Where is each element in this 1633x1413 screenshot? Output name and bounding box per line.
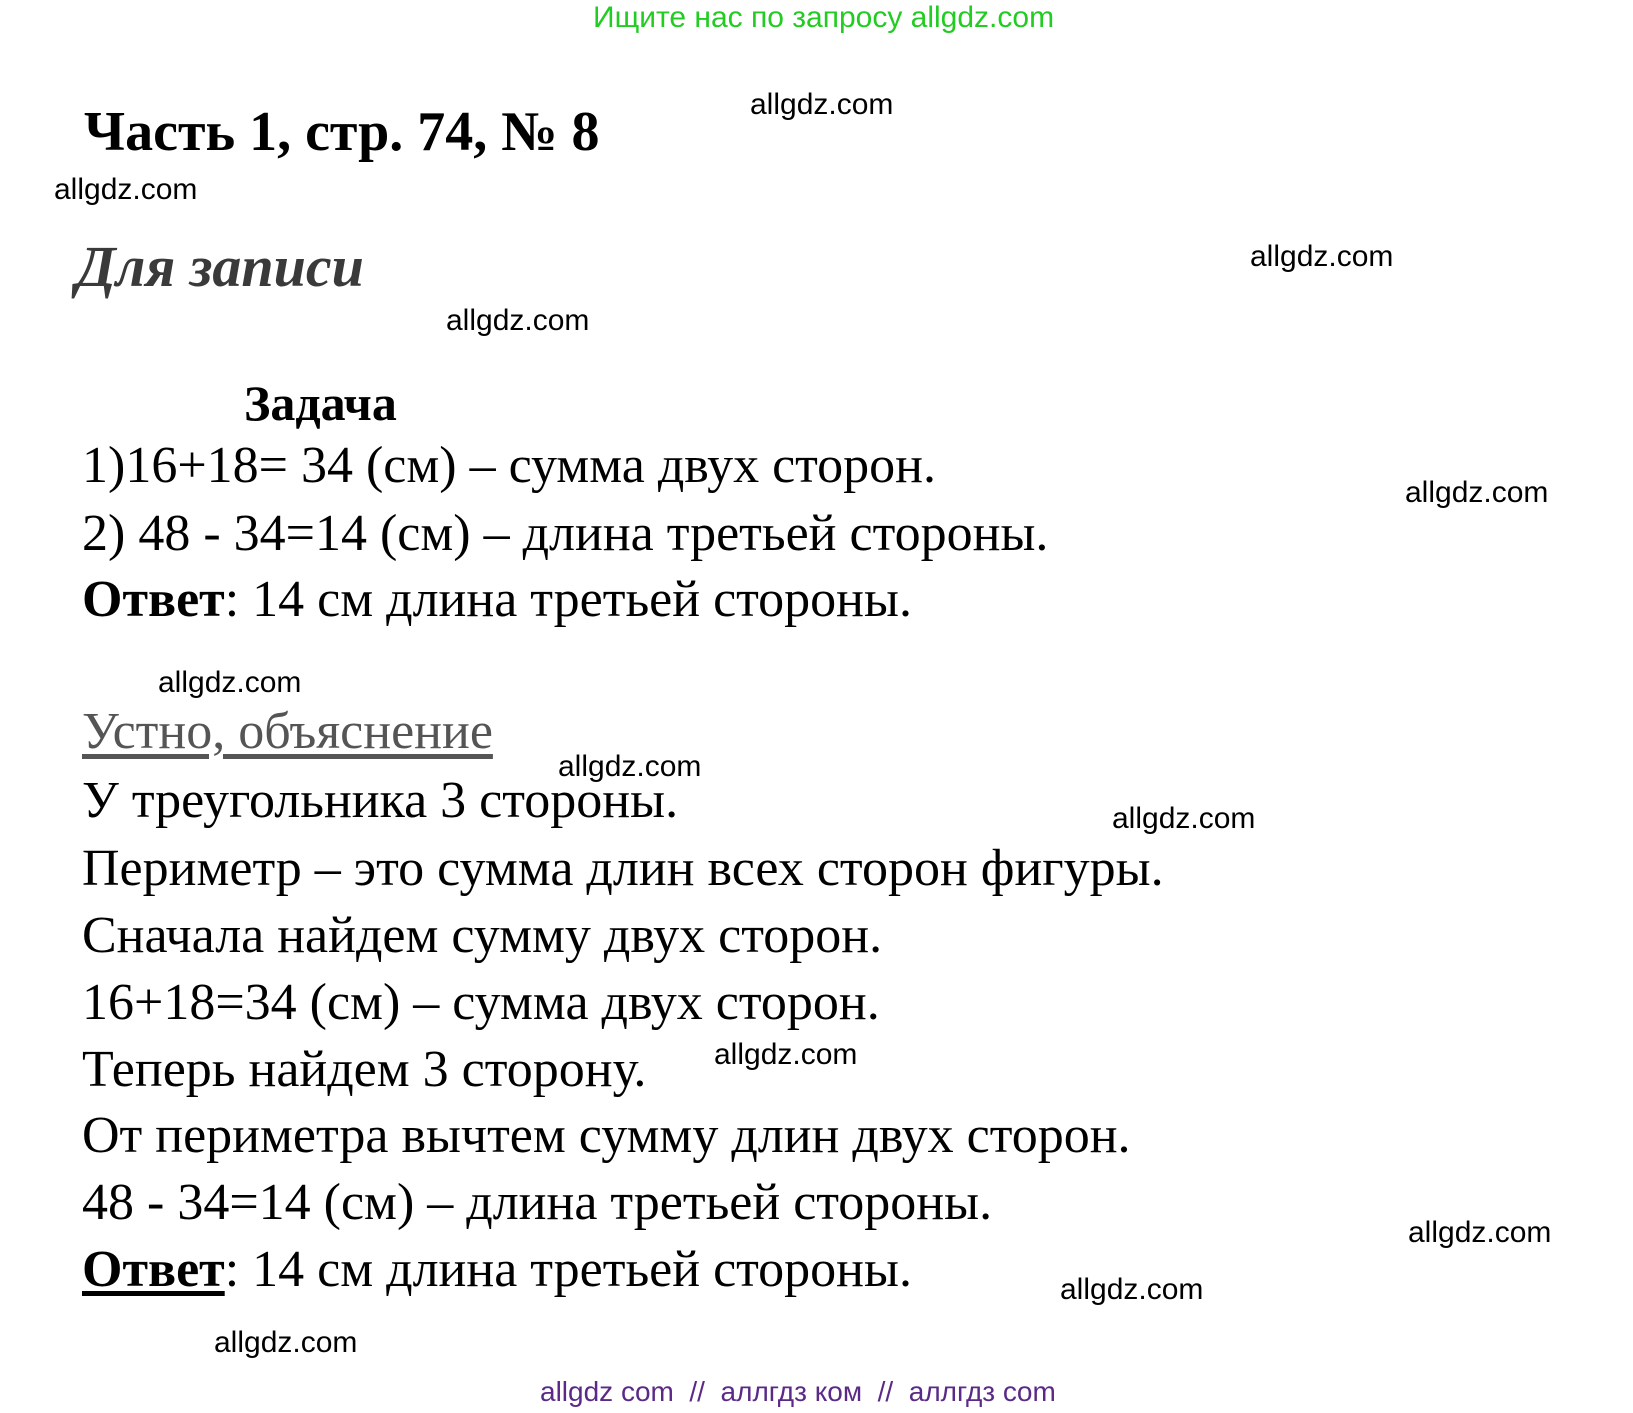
solution-line-2: 2) 48 - 34=14 (см) – длина третьей стороны. — [82, 505, 1049, 562]
answer-text: : 14 см длина третьей стороны. — [224, 1241, 912, 1298]
explanation-line-4: 16+18=34 (см) – сумма двух сторон. — [82, 974, 880, 1031]
top-banner: Ищите нас по запросу allgdz.com — [593, 1, 1055, 34]
explanation-line-2: Периметр – это сумма длин всех сторон фигуры. — [82, 840, 1164, 897]
watermark: allgdz.com — [1250, 240, 1394, 273]
answer-label: Ответ — [82, 1241, 225, 1298]
watermark: allgdz.com — [214, 1326, 358, 1359]
explanation-answer — [82, 1241, 912, 1298]
page-title: Часть 1, стр. 74, № 8 — [84, 101, 600, 163]
watermark: allgdz.com — [1408, 1216, 1552, 1249]
watermark: allgdz.com — [714, 1038, 858, 1071]
oral-heading: Устно, объяснение — [82, 703, 493, 760]
task-heading: Задача — [244, 375, 397, 431]
solution-line-1: 1)16+18= 34 (см) – сумма двух сторон. — [82, 437, 937, 494]
answer-label: Ответ — [82, 571, 225, 628]
footer-link-2: аллгдз ком — [720, 1376, 863, 1407]
footer-link-3: аллгдз com — [908, 1376, 1056, 1407]
explanation-line-5: Теперь найдем 3 сторону. — [82, 1041, 647, 1098]
watermark: allgdz.com — [54, 173, 198, 206]
answer-text: : 14 см длина третьей стороны. — [224, 571, 912, 628]
watermark: allgdz.com — [750, 88, 894, 121]
watermark: allgdz.com — [1405, 476, 1549, 509]
subheading: Для записи — [76, 234, 364, 299]
explanation-line-6: От периметра вычтем сумму длин двух сторон. — [82, 1107, 1131, 1164]
footer-separator: // — [877, 1376, 894, 1407]
explanation-line-3: Сначала найдем сумму двух сторон. — [82, 907, 883, 964]
footer-separator: // — [689, 1376, 705, 1407]
watermark: allgdz.com — [158, 666, 302, 699]
watermark: allgdz.com — [1112, 802, 1256, 835]
explanation-line-7: 48 - 34=14 (см) – длина третьей стороны. — [82, 1174, 993, 1231]
explanation-line-1: У треугольника 3 стороны. — [82, 772, 679, 829]
watermark: allgdz.com — [1060, 1273, 1204, 1306]
footer — [540, 1378, 1056, 1406]
watermark: allgdz.com — [446, 304, 590, 337]
solution-answer — [82, 571, 912, 628]
watermark: allgdz.com — [558, 750, 702, 783]
footer-link-1: allgdz com — [540, 1376, 674, 1407]
